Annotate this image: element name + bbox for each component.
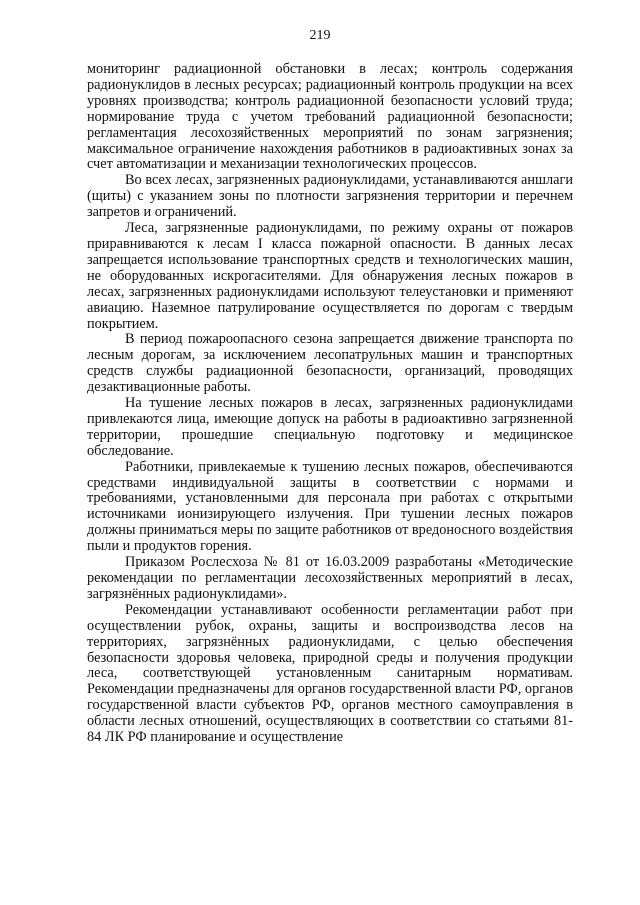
body-text <box>87 62 573 746</box>
paragraph-order: Приказом Рослесхоза № 81 от 16.03.2009 разработаны «Методические рекомендации по регламентации лесохозяйственных мероприятий в лесах, загрязнённых радионуклидами». <box>87 554 573 602</box>
paragraph-monitoring: мониторинг радиационной обстановки в лесах; контроль содержания радионуклидов в лесных ресурсах; радиационный контроль продукции на всех уровнях производства; контроль радиационной безопасности условий труда; нормирование труда с учетом требований радиационной безопасности; регламентация лесохозяйственных мероприятий по зонам загрязнения; максимальное ограничение нахождения работников в радиоактивных зонах за счет автоматизации и механизации технологических процессов. <box>87 61 573 173</box>
paragraph-fire-class: Леса, загрязненные радионуклидами, по режиму охраны от пожаров приравниваются к лесам I класса пожарной опасности. В данных лесах запрещается использование транспортных средств и технологических машин, не оборудованных искрогасителями. Для обнаружения лесных пожаров в лесах, загрязненных радионуклидами используют телеустановки и применяют авиацию. Наземное патрулирование осуществляется по дорогам с твердым покрытием. <box>87 220 573 332</box>
paragraph-protection: Работники, привлекаемые к тушению лесных пожаров, обеспечиваются средствами индивидуальной защиты в соответствии с нормами и требованиями, установленными для персонала при работах с открытыми источниками ионизирующего излучения. При тушении лесных пожаров должны приниматься меры по защите работников от вредоносного воздействия пыли и продуктов горения. <box>87 458 573 555</box>
paragraph-signs: Во всех лесах, загрязненных радионуклидами, устанавливаются аншлаги (щиты) с указанием зоны по плотности загрязнения территории и перечнем запретов и ограничений. <box>87 172 573 221</box>
paragraph-firefighters: На тушение лесных пожаров в лесах, загрязненных радионуклидами привлекаются лица, имеющие допуск на работы в радиоактивно загрязненной территории, прошедшие специальную подготовку и медицинское обследование. <box>87 395 573 459</box>
paragraph-recommendations: Рекомендации устанавливают особенности регламентации работ при осуществлении рубок, охраны, защиты и воспроизводства лесов на территориях, загрязнённых радионуклидами, с целью обеспечения безопасности здоровья человека, природной среды и получения продукции леса, соответствующей установленным санитарным нормативам. Рекомендации предназначены для органов государственной власти РФ, органов государственной власти субъектов РФ, органов местного самоуправления в области лесных отношений, осуществляющих в соответствии со статьями 81-84 ЛК РФ планирование и осуществление <box>87 601 573 746</box>
page-number: 219 <box>309 28 331 43</box>
paragraph-fire-season: В период пожароопасного сезона запрещается движение транспорта по лесным дорогам, за исключением лесопатрульных машин и транспортных средств службы радиационной безопасности, организаций, проводящих дезактивационные работы. <box>87 331 573 396</box>
